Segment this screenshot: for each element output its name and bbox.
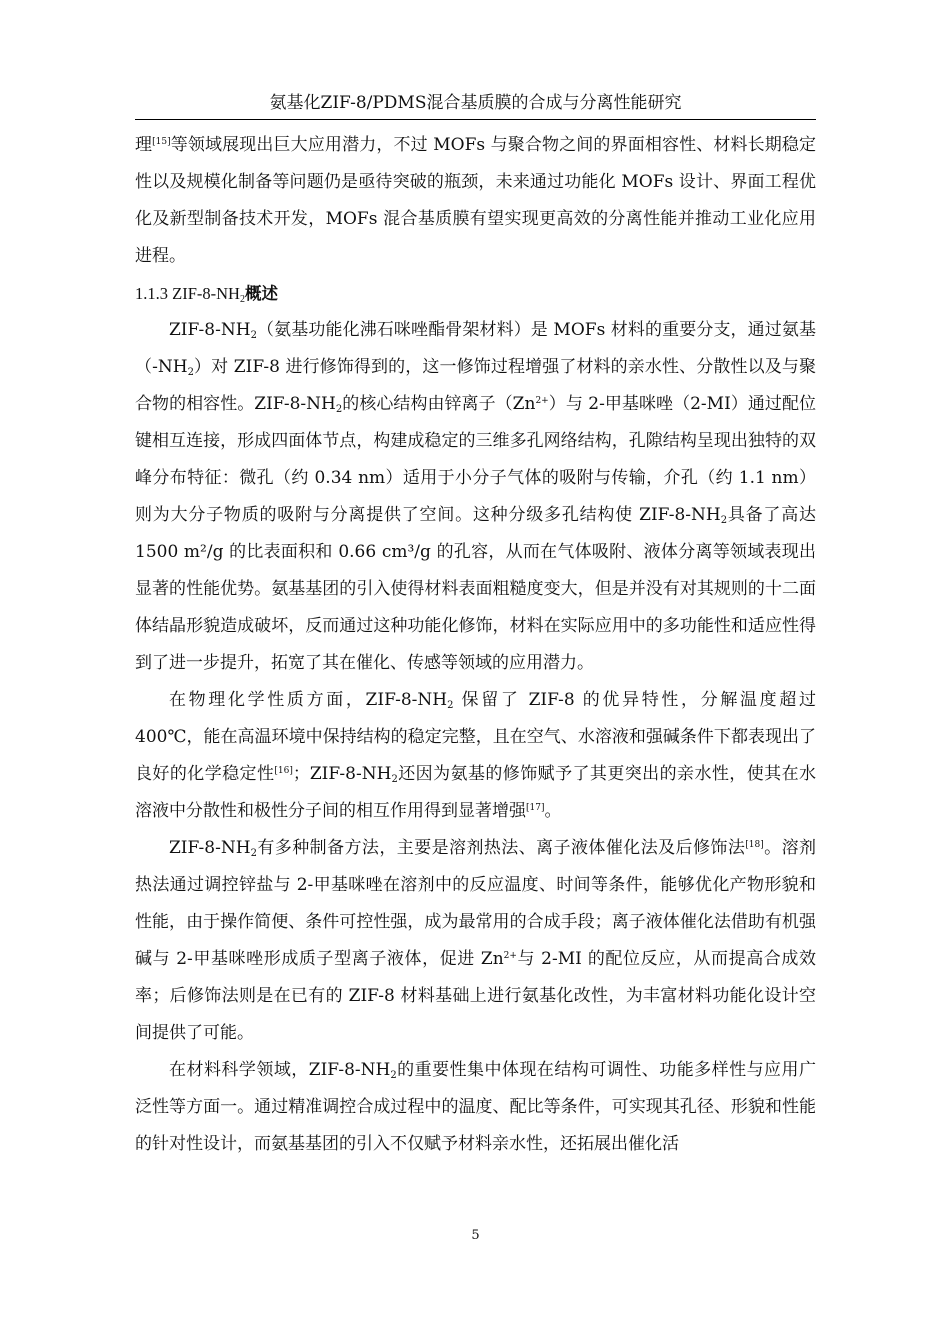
text-run: 还因为氨基的修饰赋予了其更突出的亲水性，使其在水溶液中分散性和极性分子间的相互作用得到显著增强 xyxy=(135,764,816,821)
heading-title: 概述 xyxy=(244,284,278,303)
paragraph-3 xyxy=(135,682,816,830)
text-run: 。 xyxy=(544,801,562,821)
citation-17[interactable]: [17] xyxy=(526,803,545,813)
subscript: 2 xyxy=(390,1070,397,1081)
text-run: 的重要性集中体现在结构可调性、功能多样性与应用广泛性等方面一。通过精准调控合成过程中的温度、配比等条件，可实现其孔径、形貌和性能的针对性设计，而氨基基团的引入不仅赋予材料亲水性，还拓展出催化活 xyxy=(135,1060,816,1154)
subscript: 2 xyxy=(187,367,194,378)
subscript: 2 xyxy=(250,848,257,859)
page-number: 5 xyxy=(471,1228,480,1243)
text-run: ）对 ZIF-8 进行修饰得到的，这一修饰过程增强了材料的亲水性、分散性以及与聚合物的相容性。ZIF-8-NH xyxy=(135,357,816,414)
text-run: 具备了高达 1500 m²/g 的比表面积和 0.66 cm³/g 的孔容，从而在气体吸附、液体分离等领域表现出显著的性能优势。氨基基团的引入使得材料表面粗糙度变大，但是并没有对其规则的十二面体结晶形貌造成破坏，反而通过这种功能化修饰，材料在实际应用中的多功能性和适应性得到了进一步提升，拓宽了其在催化、传感等领域的应用潜力。 xyxy=(135,505,816,673)
citation-18[interactable]: [18] xyxy=(745,840,764,850)
text-run: （氨基功能化沸石咪唑酯骨架材料）是 MOFs 材料的重要分支，通过氨基（-NH xyxy=(135,320,816,377)
text-run: ；ZIF-8-NH xyxy=(292,764,392,784)
header-rule xyxy=(135,119,816,120)
body-text xyxy=(135,127,816,1163)
paragraph-1 xyxy=(135,127,816,275)
text-run: ZIF-8-NH xyxy=(169,838,251,858)
heading-number: 1.1.3 ZIF-8-NH xyxy=(135,284,240,303)
subscript: 2 xyxy=(720,515,728,526)
text-run: ）与 2-甲基咪唑（2-MI）通过配位键相互连接，形成四面体节点，构建成稳定的三维多孔网络结构，孔隙结构呈现出独特的双峰分布特征：微孔（约 0.34 nm）适用于小分子气体的吸附与传输，介孔（约 1.1 nm）则为大分子物质的吸附与分离提供了空间。这种分级多孔结构使 ZIF-8-NH xyxy=(135,394,816,525)
paragraph-5 xyxy=(135,1052,816,1163)
subscript: 2 xyxy=(250,330,257,341)
text-run: 在材料科学领域，ZIF-8-NH xyxy=(169,1060,391,1080)
text-run: 等领域展现出巨大应用潜力，不过 MOFs 与聚合物之间的界面相容性、材料长期稳定性以及规模化制备等问题仍是亟待突破的瓶颈，未来通过功能化 MOFs 设计、界面工程优化及新型制备技术开发，MOFs 混合基质膜有望实现更高效的分离性能并推动工业化应用进程。 xyxy=(135,135,817,266)
superscript: 2+ xyxy=(503,951,517,961)
subscript: 2 xyxy=(239,294,245,305)
running-header: 氨基化ZIF-8/PDMS混合基质膜的合成与分离性能研究 xyxy=(269,93,682,113)
text-run: 在物理化学性质方面，ZIF-8-NH xyxy=(169,690,448,710)
text-run: ZIF-8-NH xyxy=(169,320,251,340)
paragraph-2 xyxy=(135,312,816,682)
paragraph-4 xyxy=(135,830,816,1052)
section-heading-1-1-3 xyxy=(135,275,816,312)
text-run: 。溶剂热法通过调控锌盐与 2-甲基咪唑在溶剂中的反应温度、时间等条件，能够优化产物形貌和性能，由于操作简便、条件可控性强，成为最常用的合成手段；离子液体催化法借助有机强碱与 2-甲基咪唑形成质子型离子液体，促进 Zn xyxy=(135,838,817,969)
text-run: 的核心结构由锌离子（Zn xyxy=(342,394,536,414)
text-run: 理 xyxy=(135,135,153,155)
subscript: 2 xyxy=(335,404,343,415)
text-run: 与 2-MI 的配位反应，从而提高合成效率；后修饰法则是在已有的 ZIF-8 材料基础上进行氨基化改性，为丰富材料功能化设计空间提供了可能。 xyxy=(135,949,816,1043)
citation-15[interactable]: [15] xyxy=(152,137,171,147)
text-run: 有多种制备方法，主要是溶剂热法、离子液体催化法及后修饰法 xyxy=(256,838,746,858)
subscript: 2 xyxy=(447,700,454,711)
text-run: 保留了 ZIF-8 的优异特性，分解温度超过 400℃，能在高温环境中保持结构的稳定完整，且在空气、水溶液和强碱条件下都表现出了良好的化学稳定性 xyxy=(135,690,816,784)
subscript: 2 xyxy=(391,774,398,785)
superscript: 2+ xyxy=(535,396,549,406)
citation-16[interactable]: [16] xyxy=(274,766,293,776)
